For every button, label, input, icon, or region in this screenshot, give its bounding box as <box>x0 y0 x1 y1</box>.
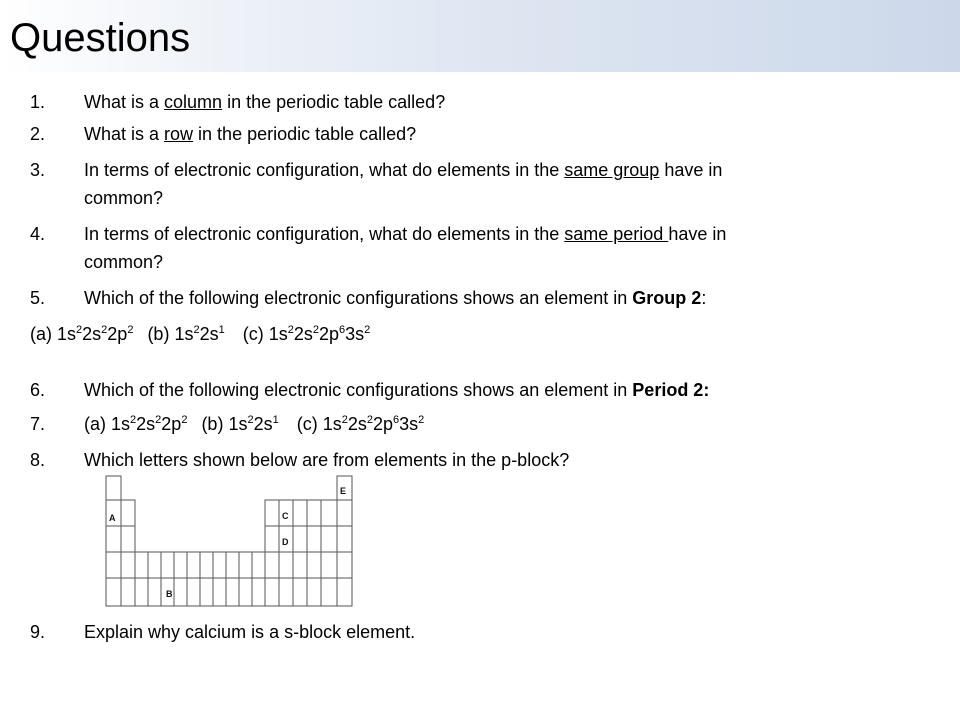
question-options <box>84 410 424 438</box>
question-number: 1. <box>30 92 46 112</box>
option-b: (b) $1s^22s^1$ <box>147 324 225 344</box>
underlined-term: row <box>164 124 194 144</box>
underlined-term: column <box>164 92 223 112</box>
question-text: What is a column in the periodic table called? <box>84 92 446 112</box>
table-letter-e: E <box>340 486 347 496</box>
question-number: 2. <box>30 124 46 144</box>
question-text: In terms of electronic configuration, what do elements in the same period have in <box>84 224 727 244</box>
table-letter-d: D <box>282 537 289 547</box>
question-number: 3. <box>30 160 46 180</box>
question-number: 7. <box>30 414 46 434</box>
question-text: Which letters shown below are from elements in the p-block? <box>84 450 570 470</box>
question-text: What is a row in the periodic table called? <box>84 124 417 144</box>
table-letter-b: B <box>166 589 173 599</box>
periodic-table-outline <box>100 474 360 610</box>
option-c: (c) $1s^22s^22p^63s^2$ <box>296 414 425 434</box>
question-text-line-2: common? <box>84 252 164 272</box>
question-number: 9. <box>30 622 46 642</box>
question-text: Which of the following electronic configurations shows an element in Period 2: <box>84 380 710 400</box>
question-text: Explain why calcium is a s-block element. <box>84 622 416 642</box>
option-a: (a) $1s^22s^22p^2$ <box>30 324 134 344</box>
table-letter-a: A <box>109 513 116 523</box>
question-text: Which of the following electronic configurations shows an element in Group 2: <box>84 288 707 308</box>
question-5-options <box>30 320 370 348</box>
table-letter-c: C <box>282 511 289 521</box>
question-text-line-2: common? <box>84 188 164 208</box>
question-number: 8. <box>30 450 46 470</box>
bold-term: Group 2 <box>632 288 702 308</box>
bold-term: Period 2: <box>632 380 710 400</box>
page-title: Questions <box>10 16 191 60</box>
question-number: 5. <box>30 288 46 308</box>
option-c: (c) $1s^22s^22p^63s^2$ <box>242 324 371 344</box>
underlined-term: same period <box>564 224 669 244</box>
underlined-term: same group <box>564 160 660 180</box>
option-a: (a) $1s^22s^22p^2$ <box>84 414 188 434</box>
question-number: 4. <box>30 224 46 244</box>
question-number: 6. <box>30 380 46 400</box>
question-text: In terms of electronic configuration, what do elements in the same group have in <box>84 160 723 180</box>
option-b: (b) $1s^22s^1$ <box>201 414 279 434</box>
